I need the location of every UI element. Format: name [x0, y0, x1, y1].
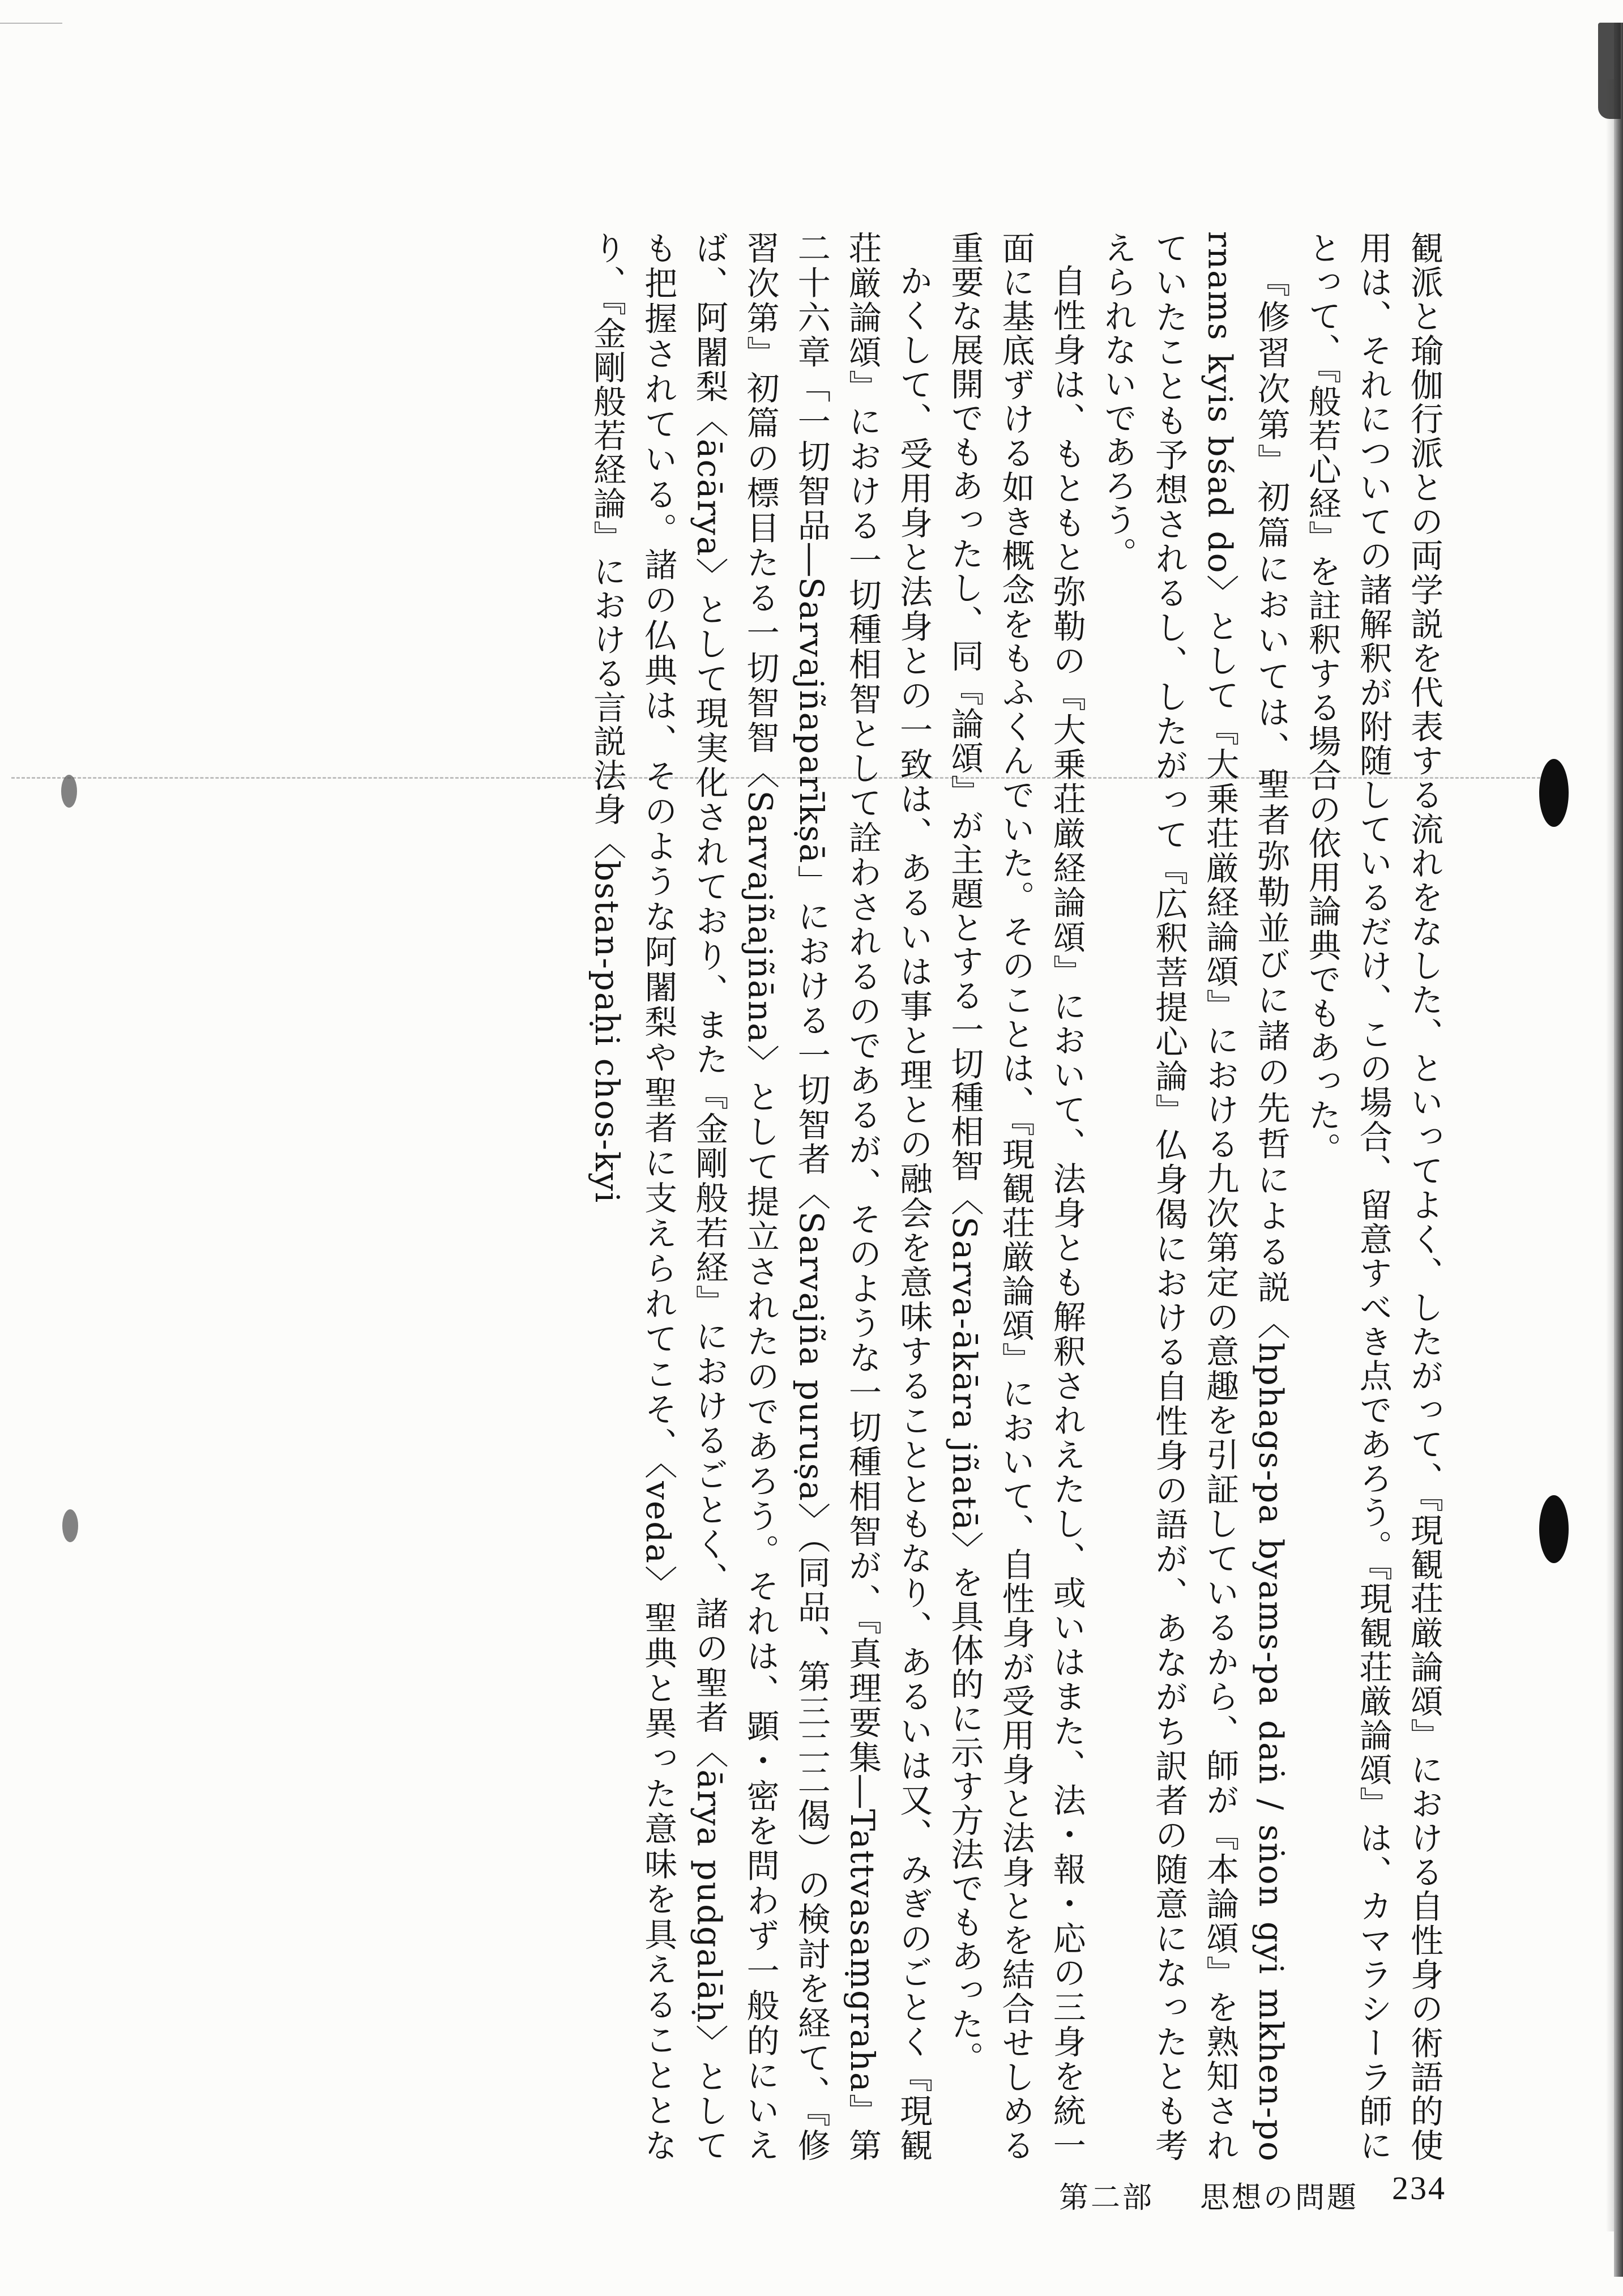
body-text	[193, 231, 1450, 2162]
binding-edge	[1614, 23, 1623, 2277]
stain-mark	[62, 1509, 78, 1542]
page-number: 234	[1392, 2170, 1446, 2207]
running-head-part: 第二部	[1059, 2181, 1155, 2215]
running-head-title: 思想の問題	[1200, 2181, 1359, 2215]
paragraph: 自性身は、もともと弥勒の『大乗荘厳経論頌』において、法身とも解釈されえたし、或いはまた、法・報・応の三身を統一面に基底ずける如き概念をもふくんでいた。そのことは、『現観荘厳論頌』において、自性身が受用身と法身とを結合せしめる重要な展開でもあったし、同『論頌』が主題とする一切種相智〈Sarva-ākāra jñatā〉を具体的に示す方法でもあった。	[945, 231, 1086, 2162]
scan-edge-rule	[0, 23, 62, 24]
punch-hole-icon	[1539, 759, 1569, 827]
corner-mark	[1598, 23, 1621, 119]
paragraph: 『修習次第』初篇においては、聖者弥勒並びに諸の先哲による説〈hphags-pa byams-pa daṅ / sṅon gyi mkhen-po rnams kyis bśad do〉として『大乗荘厳経論頌』における九次第定の意趣を引証しているから、師が『本論頌』を熟知されていたことも予想されるし、したがって『広釈菩提心論』仏身偈における自性身の語が、あながち訳者の随意になったとも考えられないであろう。	[1098, 231, 1291, 2162]
paragraph: 観派と瑜伽行派との両学説を代表する流れをなした、といってよく、したがって、『現観荘厳論頌』における自性身の術語的使用は、それについての諸解釈が附随しているだけ、この場合、留意すべき点であろう。『現観荘厳論頌』は、カマラシーラ師にとって、『般若心経』を註釈する場合の依用論典でもあった。	[1302, 231, 1443, 2162]
paragraph: かくして、受用身と法身との一致は、あるいは事と理との融会を意味することともなり、あるいは又、みぎのごとく『現観荘厳論頌』における一切種相智として詮わされるのであるが、そのような一切種相智が、『真理要集―Tattvasaṃgraha』第二十六章「一切智品―Sarvajñaparīkṣā」における一切智者〈Sarvajña puruṣa〉（同品、第三二二偈）の検討を経て、『修習次第』初篇の標目たる一切智智〈Sarvajñajñāna〉として提立されたのであろう。それは、顕・密を問わず一般的にいえば、阿闍梨〈ācārya〉として現実化されており、また『金剛般若経』におけるごとく、諸の聖者〈ārya pudgalāḥ〉としても把握されている。諸の仏典は、そのような阿闍梨や聖者に支えられてこそ、〈veda〉聖典と異った意味を具えることとなり、『金剛般若経論』における言説法身〈bstan-paḥi chos-kyi	[588, 231, 933, 2162]
running-head	[1059, 2174, 1359, 2216]
stain-mark	[61, 775, 77, 808]
binding-shadow	[1606, 79, 1614, 2231]
punch-hole-icon	[1539, 1495, 1569, 1563]
